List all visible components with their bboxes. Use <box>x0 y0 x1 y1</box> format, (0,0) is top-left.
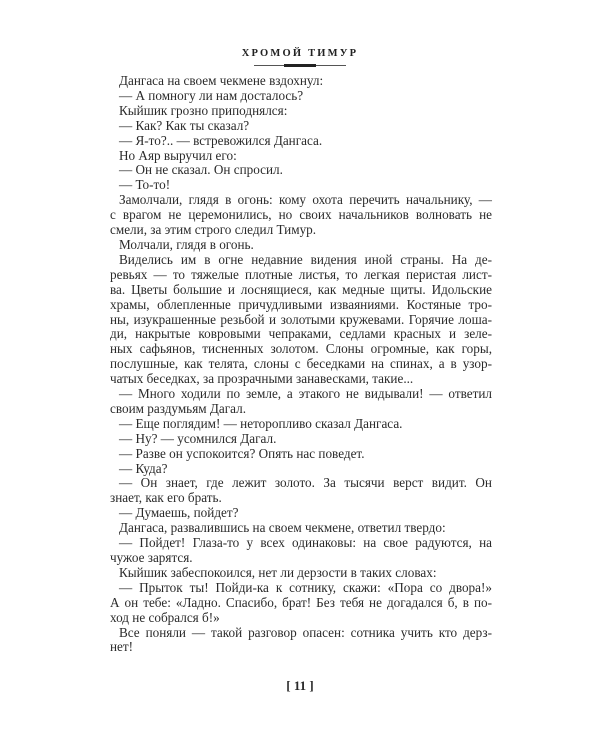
text-line: — Он знает, где лежит золото. За тысячи верст видит. Он <box>119 475 492 491</box>
text-line: нет! <box>110 639 134 655</box>
text-line: смели, за этим строго следил Тимур. <box>110 222 317 238</box>
text-line: с врагом не церемонились, но своих начальников волновать не <box>110 207 492 223</box>
paragraph <box>110 253 492 387</box>
text-line: чужое зарятся. <box>110 550 193 565</box>
header-rule <box>254 65 346 66</box>
text-line: Молчали, глядя в огонь. <box>119 236 254 252</box>
text-line: — Разве он успокоится? Опять нас поведет. <box>119 445 365 461</box>
paragraph <box>110 104 492 119</box>
text-line: знает, как его брать. <box>110 490 222 506</box>
page-body-text <box>110 74 492 655</box>
paragraph <box>110 89 492 104</box>
paragraph <box>110 581 492 626</box>
text-line: ди, накрытые ковровыми чепраками, седлами красных и зеле- <box>110 326 492 342</box>
text-line: Кыйшик грозно приподнялся: <box>119 102 288 118</box>
paragraph <box>110 178 492 193</box>
paragraph <box>110 476 492 506</box>
paragraph <box>110 387 492 417</box>
paragraph <box>110 193 492 238</box>
text-line: А он тебе: «Ладно. Спасибо, брат! Без тебя не догадался б, в по- <box>110 594 492 610</box>
text-line: — Пойдет! Глаза-то у всех одинаковы: на свое радуются, на <box>119 535 492 551</box>
paragraph <box>110 462 492 477</box>
paragraph <box>110 134 492 149</box>
text-line: ных сафьянов, тисненных золотом. Слоны огромные, как горы, <box>110 341 492 357</box>
text-line: своим раздумьям Дагал. <box>110 400 247 416</box>
text-line: Дангаса на своем чекмене вздохнул: <box>119 73 324 88</box>
text-line: Но Аяр выручил его: <box>119 147 237 163</box>
text-line: ва. Цветы большие и лоснящиеся, как медные щиты. Идольские <box>110 281 492 297</box>
text-line: — Я-то?.. — встревожился Дангаса. <box>119 132 323 148</box>
paragraph <box>110 74 492 89</box>
text-line: — Он не сказал. Он спросил. <box>119 162 283 178</box>
page-header <box>0 48 600 66</box>
text-line: — А помногу ли нам досталось? <box>119 87 304 103</box>
text-line: Все поняли — такой разговор опасен: сотника учить кто дерз- <box>119 624 492 640</box>
text-line: — Как? Как ты сказал? <box>119 117 250 133</box>
paragraph <box>110 506 492 521</box>
running-title: ХРОМОЙ ТИМУР <box>241 48 359 59</box>
text-line: послушные, как телята, слоны с беседками на спинах, а в узор- <box>110 356 492 372</box>
paragraph <box>110 149 492 164</box>
paragraph <box>110 238 492 253</box>
text-line: чатых беседках, за прозрачными занавесками, такие... <box>110 371 414 387</box>
paragraph <box>110 432 492 447</box>
text-line: Виделись им в огне недавние видения иной страны. На де- <box>119 251 492 267</box>
text-line: — Много ходили по земле, а этакого не видывали! — ответил <box>119 386 492 402</box>
paragraph <box>110 417 492 432</box>
paragraph <box>110 521 492 536</box>
paragraph <box>110 447 492 462</box>
text-line: — Думаешь, пойдет? <box>119 505 239 521</box>
text-line: ны, изукрашенные резьбой и золотыми кружевами. Горячие лоша- <box>110 311 492 327</box>
text-line: ревьях — то тяжелые плотные листья, то легкая перистая лист- <box>110 266 492 282</box>
text-line: храмы, облепленные причудливыми изваяниями. Костяные тро- <box>110 296 492 312</box>
paragraph <box>110 119 492 134</box>
text-line: — Куда? <box>119 460 168 476</box>
text-line: — То-то! <box>119 177 171 193</box>
text-line: Кыйшик забеспокоился, нет ли дерзости в таких словах: <box>119 564 437 580</box>
paragraph <box>110 163 492 178</box>
text-line: — Еще поглядим! — неторопливо сказал Дангаса. <box>119 415 403 431</box>
text-line: Дангаса, развалившись на своем чекмене, ответил твердо: <box>119 520 446 536</box>
text-line: ход не собрался б!» <box>110 609 220 625</box>
text-line: Замолчали, глядя в огонь: кому охота перечить начальнику, — <box>119 192 492 208</box>
paragraph <box>110 626 492 656</box>
paragraph <box>110 566 492 581</box>
text-line: — Прыток ты! Пойди-ка к сотнику, скажи: «Пора со двора!» <box>119 579 492 595</box>
page-number: [ 11 ] <box>286 678 314 693</box>
paragraph <box>110 536 492 566</box>
text-line: — Ну? — усомнился Дагал. <box>119 430 277 446</box>
